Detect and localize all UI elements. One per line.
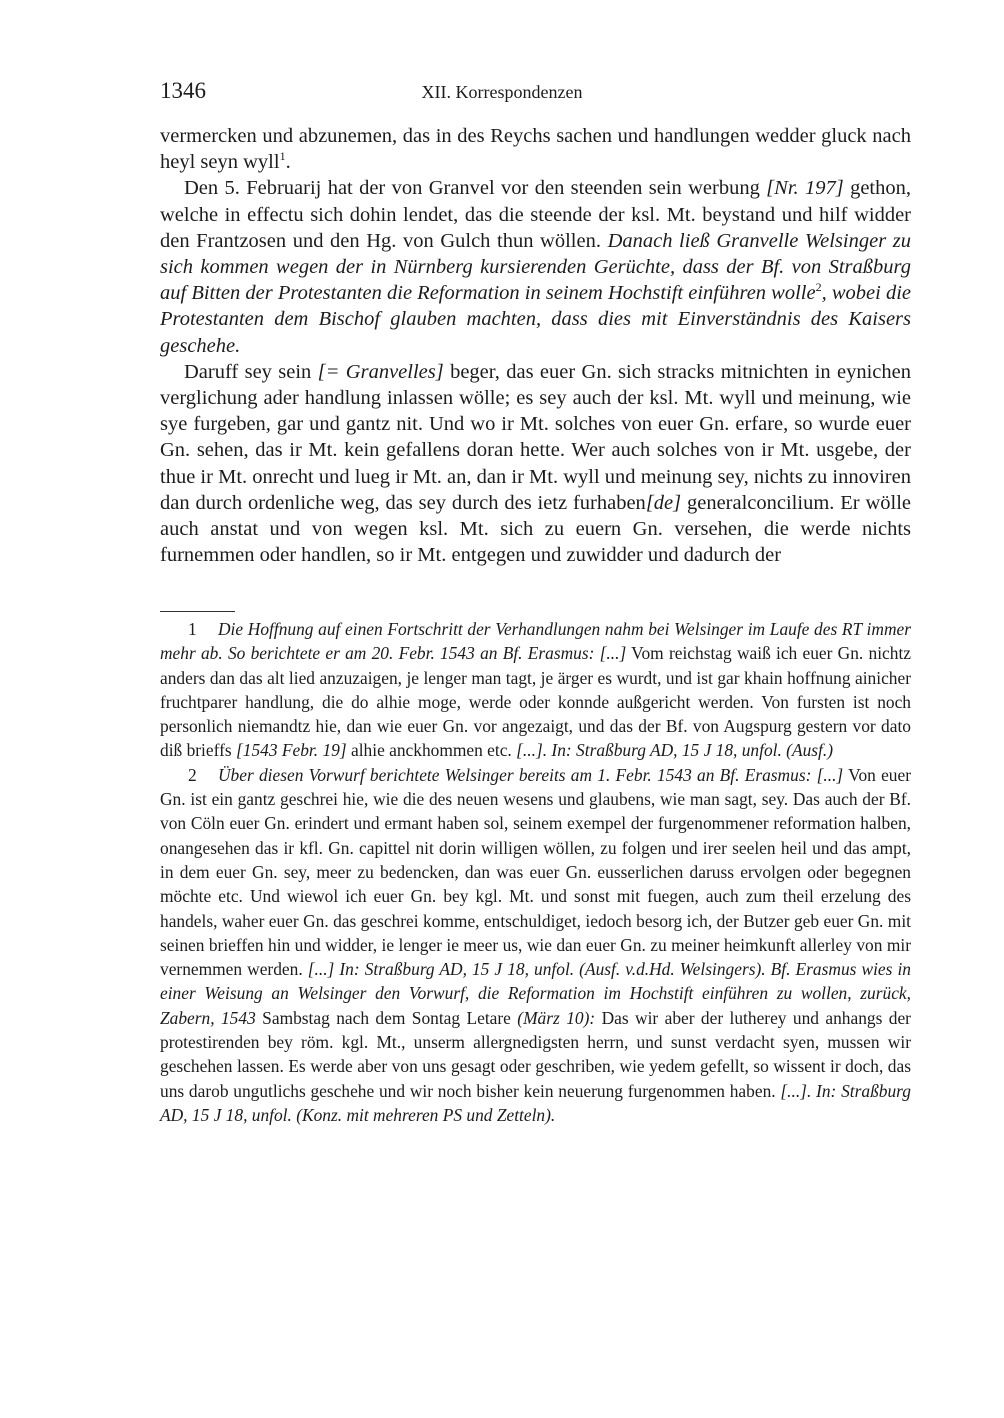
footnote-divider xyxy=(160,611,235,612)
text: Sambstag nach dem Sontag Letare xyxy=(255,1007,518,1028)
text: vermercken und abzunemen, das in des Reychs sachen und handlungen wedder gluck nach heyl seyn wyll xyxy=(160,125,911,174)
italic-text: (März 10): xyxy=(517,1007,596,1028)
text: Das wir aber der lutherey und anhangs der protestirenden bey röm. kgl. Mt., unserm allergnedigsten herrn, und sunst verdacht syen, mussen wir geschehen lassen. Es werde aber von uns gesagt oder geschriben, wie yedem gefellt, so wissent ir doch, das uns darob ungutlichs geschehe und wir noch bisher kein neuerung furgenommen haben. xyxy=(160,1007,911,1101)
text: gethon, welche in effectu sich dohin lendet, das die steende der ksl. Mt. beystand und hilf widder den Frantzosen und den Hg. von Gulch thun wöllen. xyxy=(160,177,911,252)
text: Daruff sey sein xyxy=(184,360,318,383)
italic-text: [...] In: Straßburg AD, 15 J 18, unfol. (Ausf. v.d.Hd. Welsingers). Bf. Erasmus wies in einer Weisung an Welsinger den Vorwurf, die Reformation im Hochstift einführen zu wollen, zurück, Zabern, 1543 xyxy=(160,959,911,1028)
text: alhie anckhommen etc. xyxy=(346,740,517,761)
footnote-ref-2[interactable]: 2 xyxy=(815,280,822,295)
italic-text: [1543 Febr. 19] xyxy=(236,740,347,761)
italic-text: Über diesen Vorwurf berichtete Welsinger bereits am 1. Febr. 1543 an Bf. Erasmus: [...] xyxy=(218,764,844,785)
text: generalconcilium. Er wölle auch anstat und von wegen ksl. Mt. sich zu euern Gn. versehen, die werde nichts furnemmen oder handlen, so ir Mt. entgegen und zuwidder und dadurch der xyxy=(160,491,911,567)
italic-text: [= Granvelles] xyxy=(317,360,444,383)
text: beger, das euer Gn. sich stracks mitnichten in eynichen verglichung ader handlung inlassen wölle; es sey auch der ksl. Mt. wyll und meinung, wie sye furgeben, gar und gantz nit. Und wo ir Mt. solches von euer Gn. erfare, so wurde euer Gn. sehen, das ir Mt. kein gefallens doran hette. Wer auch solches von ir Mt. usgebe, der thue ir Mt. onrecht und lueg ir Mt. an, dan ir Mt. wyll und meinung sey, nichts zu innoviren dan durch ordenliche weg, das sey durch des ietz furhaben xyxy=(160,360,911,514)
footnote-1 xyxy=(160,617,911,763)
page-number: 1346 xyxy=(160,78,206,103)
footnote-number: 1 xyxy=(188,619,197,639)
main-text xyxy=(160,123,911,568)
italic-text: Die Hoffnung auf einen Fortschritt der Verhandlungen nahm bei Welsinger im Laufe des RT immer mehr ab. So berichtete er am 20. Febr. 1543 an Bf. Erasmus: [...] xyxy=(160,619,911,664)
text: . xyxy=(285,151,291,174)
italic-text: , wobei die Protestanten dem Bischof glauben machten, dass dies mit Einverständnis des Kaisers geschehe. xyxy=(160,282,911,357)
text: Vom reichstag waiß ich euer Gn. nichtz anders dan das alt lied anzuzaigen, je lenger man tagt, je ärger es wurdt, und ist gar khain hoffnung ainicher fruchtparer handlung, die do alhie moge, werde oder konnde außgericht werden. Von fursten ist noch personlich niemandtz hie, dan wie euer Gn. vor angezaigt, und das der Bf. von Augspurg gestern vor dato diß brieffs xyxy=(160,643,911,761)
text: Von euer Gn. ist ein gantz geschrei hie, wie die des neuen wesens und glaubens, wie man sagt, sey. Das auch der Bf. von Cöln euer Gn. erindert und ermant haben sol, seinem exempel der furgenommener reformation halben, onangesehen das ir kfl. Gn. capittel nit dorin willigen wöllen, zu folgen und irer seelen heil und das ampt, in dem euer Gn. sey, meer zu bedencken, dan was euer Gn. eusserlichen daruss ervolgen oder begegnen möchte etc. Und wiewol ich euer Gn. bey kgl. Mt. und sonst mit fuegen, auch zum theil erzelung des handels, waher euer Gn. das geschrei komme, entschuldiget, iedoch besorg ich, der Butzer geb euer Gn. mit seinen brieffen hin und widder, ie lenger ie meer us, wie dan euer Gn. zu meiner heimkunft allerley von mir vernemmen werden. xyxy=(160,764,911,980)
running-head: XII. Korrespondenzen xyxy=(421,82,583,102)
footnote-2 xyxy=(160,763,911,1127)
italic-text: Danach ließ Granvelle Welsinger zu sich kommen wegen der in Nürnberg kursierenden Gerüchte, dass der Bf. von Straßburg auf Bitten der Protestanten die Reformation in seinem Hochstift einführen wolle xyxy=(160,229,911,305)
text: Den 5. Februarij hat der von Granvel vor den steenden sein werbung xyxy=(184,177,767,200)
italic-text: [...]. In: Straßburg AD, 15 J 18, unfol. (Konz. mit mehreren PS und Zetteln). xyxy=(160,1080,911,1125)
footnotes xyxy=(160,617,911,1127)
footnote-number: 2 xyxy=(188,764,197,785)
italic-text: [...]. In: Straßburg AD, 15 J 18, unfol. (Ausf.) xyxy=(516,740,834,761)
italic-text: [Nr. 197] xyxy=(766,177,844,200)
italic-text: [de] xyxy=(645,491,682,514)
paragraph-3 xyxy=(160,359,911,569)
paragraph-1 xyxy=(160,123,911,175)
paragraph-2 xyxy=(160,175,911,358)
footnote-ref-1[interactable]: 1 xyxy=(279,149,286,164)
